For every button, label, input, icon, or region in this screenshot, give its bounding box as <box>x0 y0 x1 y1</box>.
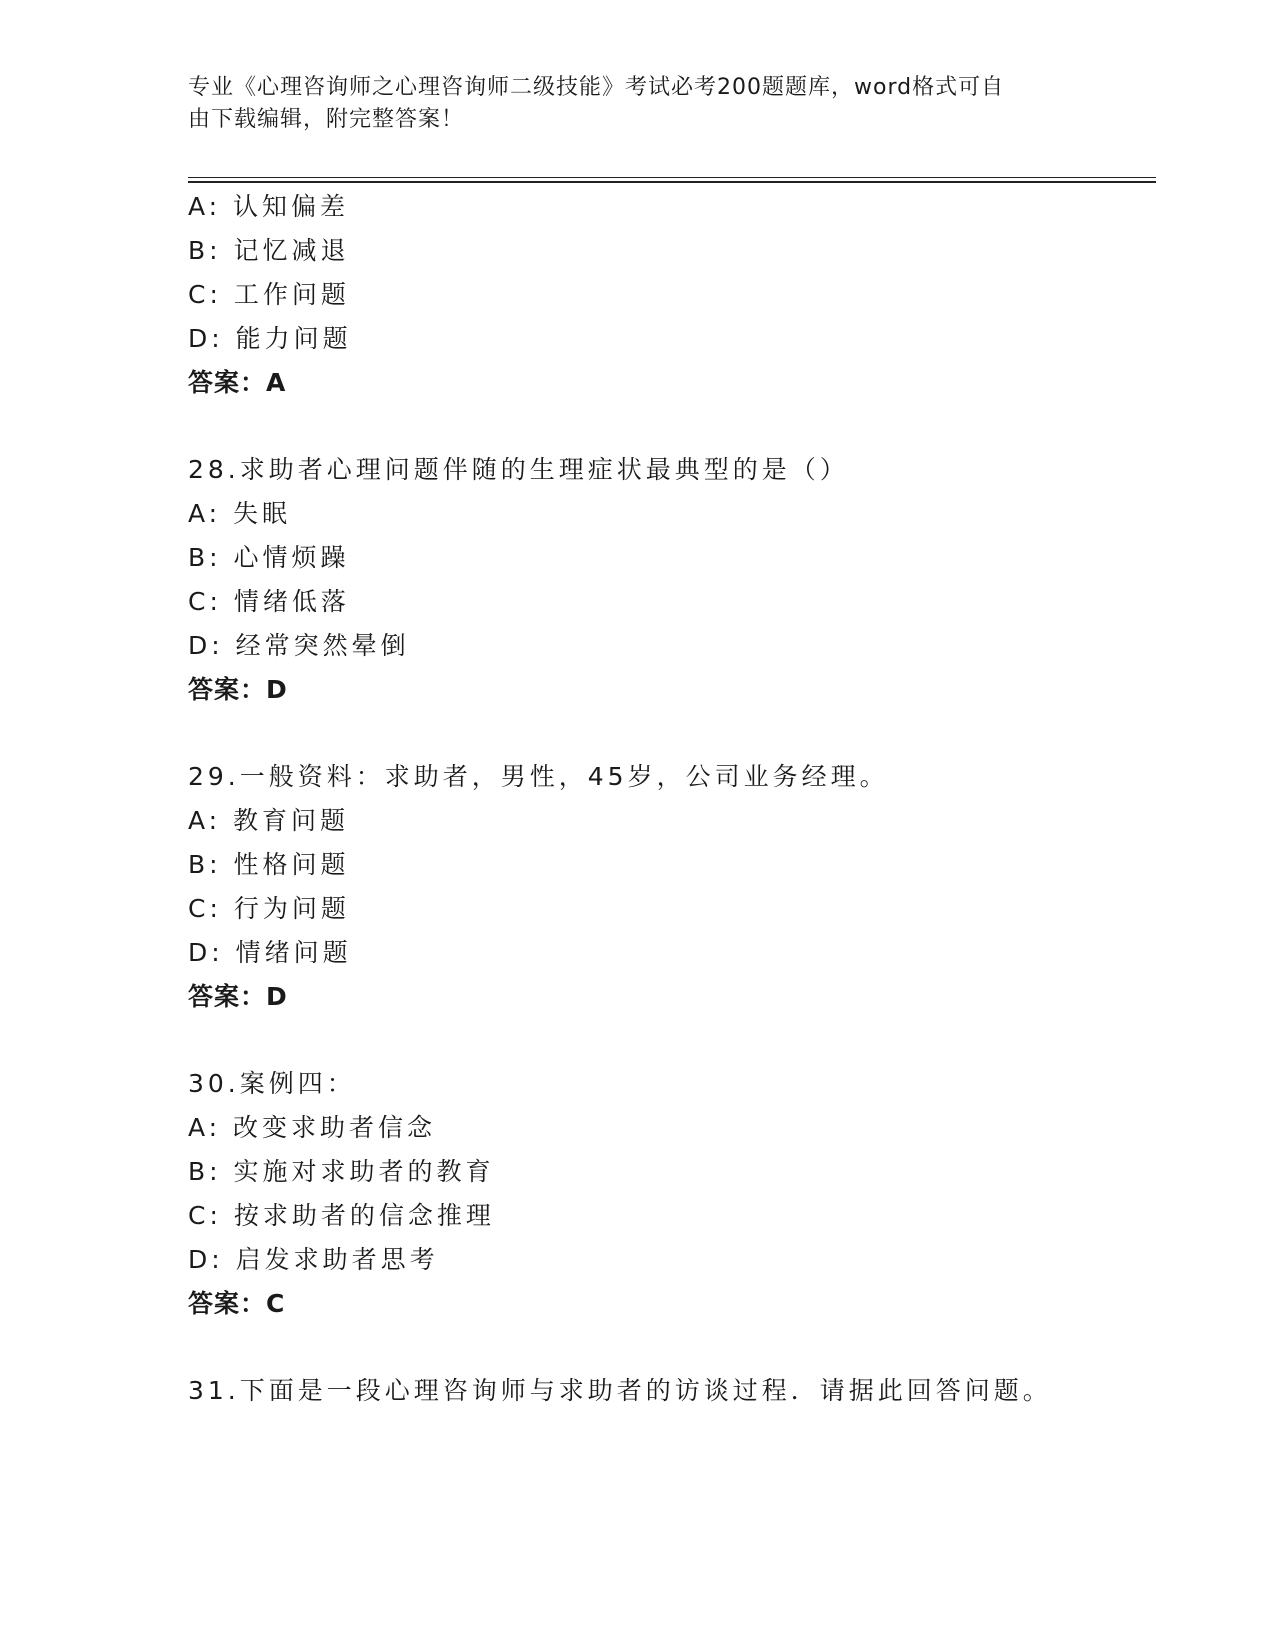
q27-option-d: D: 能力问题 <box>188 324 352 353</box>
q27-answer: 答案：A <box>188 368 287 397</box>
q29-option-c: C: 行为问题 <box>188 894 350 923</box>
q30-option-a: A: 改变求助者信念 <box>188 1113 437 1142</box>
q30-answer: 答案：C <box>188 1289 286 1318</box>
q28-option-d: D: 经常突然晕倒 <box>188 631 410 660</box>
q28-option-a: A: 失眠 <box>188 499 292 528</box>
q30-option-b: B: 实施对求助者的教育 <box>188 1157 495 1186</box>
q31-question: 31.下面是一段心理咨询师与求助者的访谈过程．请据此回答问题。 <box>188 1376 1052 1405</box>
q28-answer: 答案：D <box>188 675 288 704</box>
header-line-1: 专业《心理咨询师之心理咨询师二级技能》考试必考200题题库，word格式可自 <box>188 75 1005 100</box>
q29-question: 29.一般资料：求助者，男性，45岁，公司业务经理。 <box>188 762 889 791</box>
q29-option-b: B: 性格问题 <box>188 850 350 879</box>
q29-answer: 答案：D <box>188 982 288 1011</box>
q29-option-d: D: 情绪问题 <box>188 938 352 967</box>
header-line-2: 由下载编辑，附完整答案！ <box>188 107 465 132</box>
q28-option-b: B: 心情烦躁 <box>188 543 350 572</box>
document-header <box>188 72 1068 136</box>
q28-question: 28.求助者心理问题伴随的生理症状最典型的是（） <box>188 455 849 484</box>
q30-question: 30.案例四： <box>188 1069 356 1098</box>
q30-option-c: C: 按求助者的信念推理 <box>188 1201 495 1230</box>
q27-option-b: B: 记忆减退 <box>188 236 350 265</box>
q29-option-a: A: 教育问题 <box>188 806 350 835</box>
header-rule-thin <box>188 177 1156 178</box>
q28-option-c: C: 情绪低落 <box>188 587 350 616</box>
q30-option-d: D: 启发求助者思考 <box>188 1245 439 1274</box>
q27-option-a: A: 认知偏差 <box>188 192 350 221</box>
header-rule-thick <box>188 181 1156 183</box>
q27-option-c: C: 工作问题 <box>188 280 350 309</box>
